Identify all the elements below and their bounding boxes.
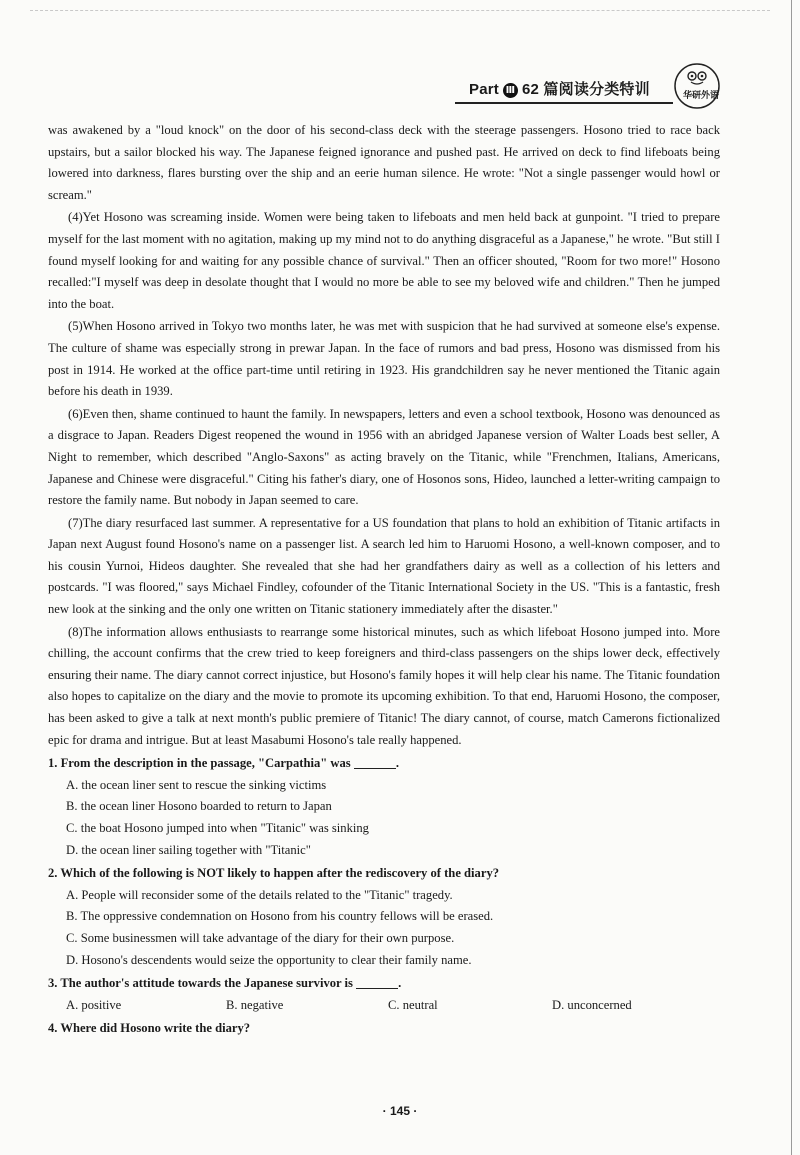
question-1-option-d: D. the ocean liner sailing together with "Titanic" [66, 842, 311, 857]
publisher-logo-icon [673, 62, 721, 110]
passage-paragraph-6: (6)Even then, shame continued to haunt the family. In newspapers, letters and even a school textbook, Hosono was denounced as a disgrace to Japan. Readers Digest reopened the wound in 1956 with an abridged Japanese version of Walter Loads best seller, A Night to remember, which described "Anglo-Saxons" as acting bravely on the Titanic, while "Frenchmen, Italians, Americans, Japanese and Chinese were disgraceful." Citing his father's diary, one of Hosonos sons, Hideo, launched a letter-writing campaign to restore the family name. But nobody in Japan seemed to care. [48, 406, 720, 508]
question-4: 4. Where did Hosono write the diary? [48, 1021, 251, 1036]
question-3-option-b: B. negative [226, 997, 284, 1012]
scan-border-top [30, 10, 770, 12]
question-2-option-b: B. The oppressive condemnation on Hosono from his country fellows will be erased. [66, 909, 494, 924]
question-3-option-c: C. neutral [388, 997, 438, 1012]
question-2-option-a: A. People will reconsider some of the details related to the "Titanic" tragedy. [66, 887, 453, 902]
passage-paragraph-8: (8)The information allows enthusiasts to rearrange some historical minutes, such as which lifeboat Hosono jumped into. More chilling, the account confirms that the crew tried to keep foreigners and third-class passengers on the ships lower deck, effectively ensuring their name. The diary cannot correct injustice, but Hosono's family hopes it will help clear his name. The Titanic foundation also hopes to capitalize on the diary and the movie to promote its upcoming exhibition. To that end, Haruomi Hosono, the composer, has been asked to give a talk at next month's public premiere of Titanic! The diary cannot, of course, match Camerons fictionalized epic for drama and intrigue. But at least Masabumi Hosono's tale really happened. [48, 624, 720, 747]
page-number: · 145 · [382, 1104, 418, 1118]
answer-blank [356, 976, 398, 989]
question-1: 1. From the description in the passage, "Carpathia" was . [48, 756, 400, 771]
passage-paragraph-5: (5)When Hosono arrived in Tokyo two months later, he was met with suspicion that he had survived at someone else's expense. The culture of shame was especially strong in prewar Japan. In the face of rumors and bad press, Hosono was dismissed from his post in 1914. He worked at the office part-time until retiring in 1923. His grandchildren say he never mentioned the Titanic again before his death in 1939. [48, 319, 720, 399]
question-2-option-d: D. Hosono's descendents would seize the opportunity to clear their family name. [66, 952, 472, 967]
part-number-badge: Ⅲ [503, 83, 518, 98]
header-title [469, 78, 650, 99]
page-header [455, 62, 745, 112]
question-1-option-a: A. the ocean liner sent to rescue the sinking victims [66, 777, 327, 792]
section-title: 62 篇阅读分类特训 [521, 81, 650, 98]
answer-blank [354, 756, 396, 769]
passage-paragraph-7: (7)The diary resurfaced last summer. A representative for a US foundation that plans to hold an exhibition of Titanic artifacts in Japan next August found Hosono's name on a passenger list. A search led him to Haruomi Hosono, a well-known composer, and to his cousin Yurnoi, Hideos daughter. She revealed that she had her grandfathers dairy as well as a collection of his letters and postcards. "I was floored," says Michael Findley, cofounder of the Titanic International Society in the US. "This is a fantastic, fresh new look at the sinking and the only one written on Titanic stationery immediately after the disaster." [48, 515, 720, 617]
question-3-options [48, 995, 720, 1017]
header-rule [455, 102, 673, 104]
question-2: 2. Which of the following is NOT likely to happen after the rediscovery of the diary? [48, 866, 500, 881]
scan-border-right [791, 0, 792, 1155]
question-2-option-c: C. Some businessmen will take advantage of the diary for their own purpose. [66, 930, 455, 945]
question-3: 3. The author's attitude towards the Japanese survivor is . [48, 976, 402, 991]
logo-text: 华研外语 [683, 91, 720, 101]
question-1-option-c: C. the boat Hosono jumped into when "Titanic" was sinking [66, 821, 369, 835]
passage-paragraph-4: (4)Yet Hosono was screaming inside. Women were being taken to lifeboats and men held back at gunpoint. "I tried to prepare myself for the last moment with no agitation, making up my mind not to do anything disgraceful as a Japanese," he wrote. "But still I found myself looking for and waiting for any possible chance of survival." Then an officer shouted, "Room for two more!" Hosono recalled:"I myself was deep in desolate thought that I would no more be able to see my beloved wife and children." Then he jumped into the boat. [48, 210, 720, 311]
question-stem: 3. The author's attitude towards the Japanese survivor is [48, 976, 353, 991]
question-stem: 1. From the description in the passage, "Carpathia" was [48, 756, 351, 771]
question-1-option-b: B. the ocean liner Hosono boarded to return to Japan [66, 799, 332, 814]
question-3-option-a: A. positive [66, 997, 122, 1012]
passage-paragraph-3-cont: was awakened by a "loud knock" on the door of his second-class deck with the steerage passengers. Hosono tried to race back upstairs, but a sailor blocked his way. The Japanese feigned ignorance and pushed past. He arrived on deck to find lifeboats being lowered into darkness, flares bursting over the ship and an eerie human silence. He wrote: "Not a single passenger would howl or scream." [48, 123, 720, 202]
question-3-option-d: D. unconcerned [552, 997, 632, 1012]
part-label: Part [469, 81, 499, 98]
page-content [48, 120, 720, 1040]
